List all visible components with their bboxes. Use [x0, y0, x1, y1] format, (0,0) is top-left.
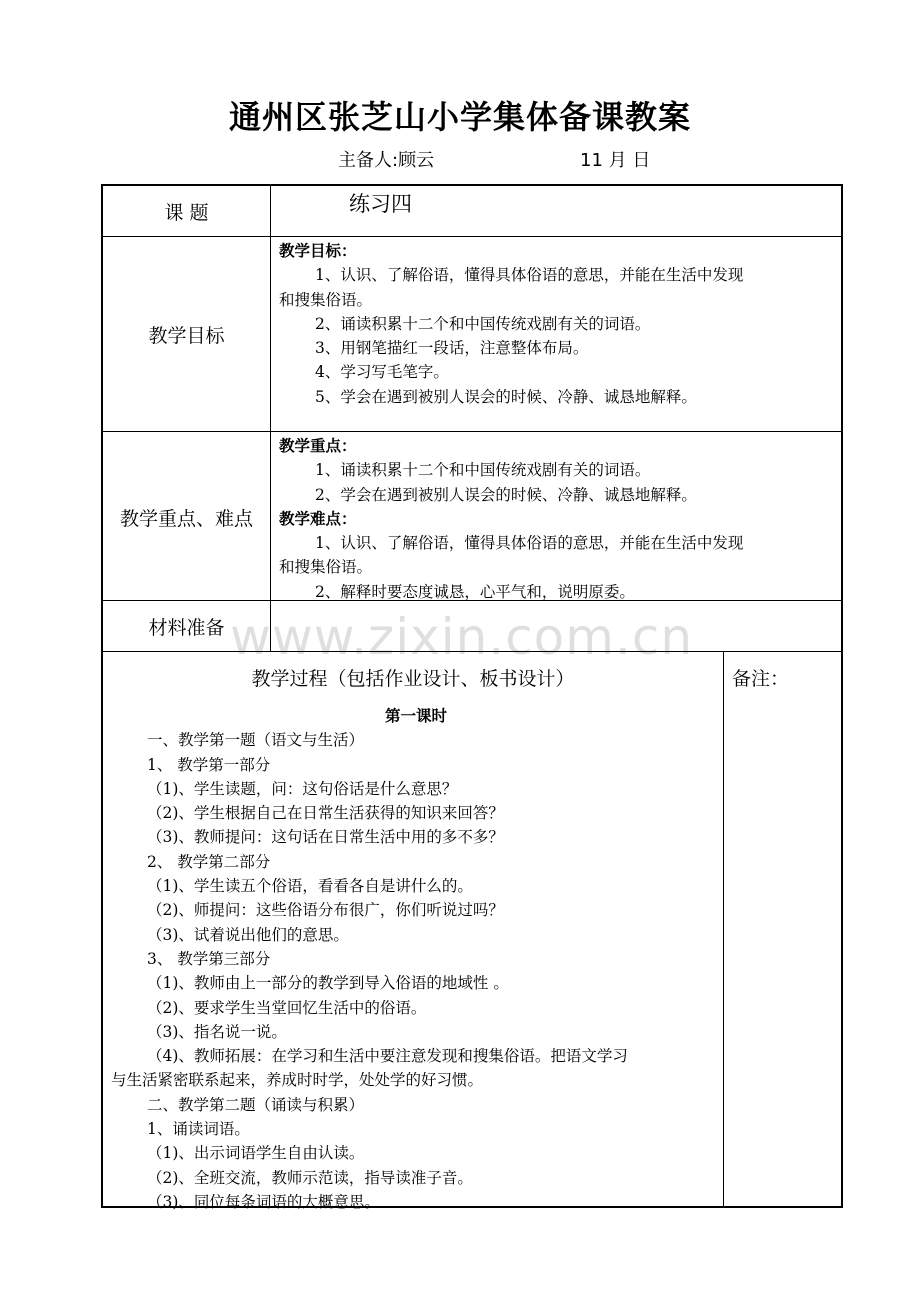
difficulty-item: 2、解释时要态度诚恳，心平气和，说明原委。	[315, 582, 635, 601]
lesson-plan-table	[101, 184, 843, 1211]
materials-label: 材料准备	[148, 617, 225, 639]
key-heading: 教学重点：	[279, 436, 357, 455]
key-item: 1、诵读积累十二个和中国传统戏剧有关的词语。	[315, 461, 651, 480]
row-divider	[103, 431, 841, 432]
process-line: （3)、试着说出他们的意思。	[147, 925, 349, 944]
process-line: （2)、师提问：这些俗语分布很广，你们听说过吗？	[147, 901, 504, 920]
process-line: 2、 教学第二部分	[147, 852, 271, 871]
process-line: （1)、教师由上一部分的教学到导入俗语的地域性 。	[147, 974, 509, 993]
key-points-cell	[279, 434, 837, 604]
difficulty-item: 1、认识、了解俗语，懂得具体俗语的意思，并能在生活中发现	[315, 534, 744, 553]
preparer: 主备人:顾云	[338, 150, 435, 171]
process-line: （2)、要求学生当堂回忆生活中的俗语。	[147, 998, 427, 1017]
process-line: （1)、学生读五个俗语，看看各自是讲什么的。	[147, 877, 473, 896]
process-line: （3)、教师提问：这句话在日常生活中用的多不多？	[147, 828, 504, 847]
topic-label: 课 题	[164, 202, 209, 224]
row-divider	[103, 236, 841, 237]
goals-cell	[279, 239, 837, 409]
process-line: （1)、学生读题，问：这句俗话是什么意思？	[147, 779, 458, 798]
column-divider	[270, 186, 271, 651]
process-heading: 教学过程（包括作业设计、板书设计）	[251, 668, 575, 690]
watermark: www.zixin.com.cn	[230, 608, 694, 666]
remark-label: 备注：	[732, 668, 790, 690]
goal-item: 5、学会在遇到被别人误会的时候、冷静、诚恳地解释。	[315, 387, 697, 406]
process-content	[111, 704, 721, 1214]
goal-item: 2、诵读积累十二个和中国传统戏剧有关的词语。	[315, 314, 651, 333]
topic-value: 练习四	[349, 192, 412, 216]
key-points-label: 教学重点、难点	[119, 508, 253, 530]
key-item: 2、学会在遇到被别人误会的时候、冷静、诚恳地解释。	[315, 485, 697, 504]
lesson-number: 第一课时	[384, 706, 447, 725]
date: 11 月 日	[580, 150, 651, 171]
process-line: 3、 教学第三部分	[147, 949, 271, 968]
goals-heading: 教学目标：	[279, 241, 357, 260]
process-line: （2)、学生根据自己在日常生活获得的知识来回答？	[147, 804, 504, 823]
goal-item: 和搜集俗语。	[279, 290, 373, 309]
document-title: 通州区张芝山小学集体备课教案	[228, 98, 691, 136]
process-line: （3)、指名说一说。	[147, 1022, 287, 1041]
goals-label: 教学目标	[148, 325, 225, 347]
column-divider	[723, 651, 724, 1206]
goal-item: 3、用钢笔描红一段话，注意整体布局。	[315, 339, 589, 358]
process-line: 二、教学第二题（诵读与积累）	[147, 1095, 365, 1114]
process-line: 一、教学第一题（语文与生活）	[147, 731, 365, 750]
process-line: （4)、教师拓展：在学习和生活中要注意发现和搜集俗语。把语文学习	[147, 1047, 628, 1066]
difficulty-item: 和搜集俗语。	[279, 558, 373, 577]
process-line: （2)、全班交流，教师示范读，指导读准子音。	[147, 1168, 473, 1187]
process-line: 1、诵读词语。	[147, 1120, 250, 1139]
goal-item: 1、认识、了解俗语，懂得具体俗语的意思，并能在生活中发现	[315, 266, 744, 285]
process-line: （1)、出示词语学生自由认读。	[147, 1144, 365, 1163]
process-line: （3)、同位每条词语的大概意思。	[147, 1192, 380, 1211]
difficulty-heading: 教学难点：	[279, 508, 357, 528]
goal-item: 4、学习写毛笔字。	[315, 363, 449, 382]
process-line: 1、 教学第一部分	[147, 755, 271, 774]
process-line: 与生活紧密联系起来，养成时时学，处处学的好习惯。	[111, 1071, 484, 1090]
